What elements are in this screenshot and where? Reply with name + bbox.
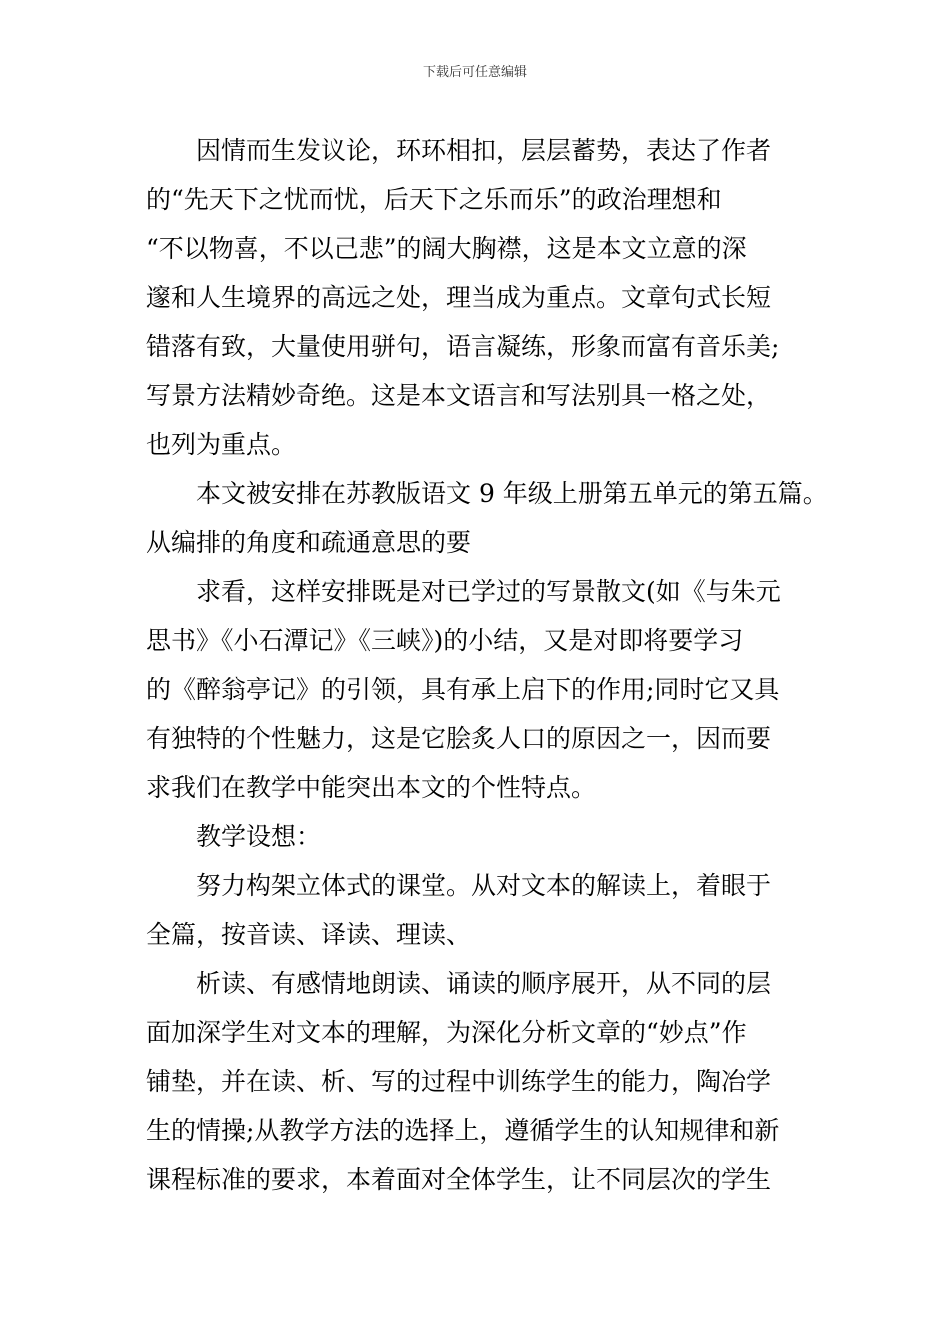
text-line: 求我们在教学中能突出本文的个性特点。	[146, 773, 597, 802]
text-line: 的“先天下之忧而忧，后天下之乐而乐”的政治理想和	[146, 185, 722, 214]
text-line: 邃和人生境界的高远之处，理当成为重点。文章句式长短	[146, 283, 772, 312]
text-line: 从编排的角度和疏通意思的要	[146, 528, 472, 557]
text-line: 写景方法精妙奇绝。这是本文语言和写法别具一格之处，	[146, 381, 772, 410]
text-line: 课程标准的要求，本着面对全体学生，让不同层次的学生	[146, 1165, 772, 1194]
text-line: 的《醉翁亭记》的引领，具有承上启下的作用;同时它又具	[146, 675, 780, 704]
text-line: 有独特的个性魅力，这是它脍炙人口的原因之一，因而要	[146, 724, 772, 753]
text-line: “不以物喜，不以己悲”的阔大胸襟，这是本文立意的深	[146, 234, 747, 263]
text-line: 求看，这样安排既是对已学过的写景散文(如《与朱元	[196, 577, 781, 606]
text-line: 生的情操;从教学方法的选择上，遵循学生的认知规律和新	[146, 1116, 780, 1145]
text-line: 全篇，按音读、译读、理读、	[146, 920, 472, 949]
text-line: 思书》《小石潭记》《三峡》)的小结，又是对即将要学习	[146, 626, 744, 655]
text-line: 铺垫，并在读、析、写的过程中训练学生的能力，陶冶学	[146, 1067, 772, 1096]
page-header: 下载后可任意编辑	[422, 65, 527, 80]
text-line: 努力构架立体式的课堂。从对文本的解读上，着眼于	[196, 871, 772, 900]
text-line: 因情而生发议论，环环相扣，层层蓄势，表达了作者	[196, 136, 772, 165]
body-text	[146, 126, 826, 1204]
text-line: 本文被安排在苏教版语文 9 年级上册第五单元的第五篇。	[196, 479, 828, 508]
text-line: 析读、有感情地朗读、诵读的顺序展开，从不同的层	[196, 969, 772, 998]
text-line: 也列为重点。	[146, 430, 297, 459]
text-line: 教学设想：	[196, 822, 322, 851]
text-line: 错落有致，大量使用骈句，语言凝练，形象而富有音乐美;	[146, 332, 780, 361]
text-line: 面加深学生对文本的理解，为深化分析文章的“妙点”作	[146, 1018, 747, 1047]
